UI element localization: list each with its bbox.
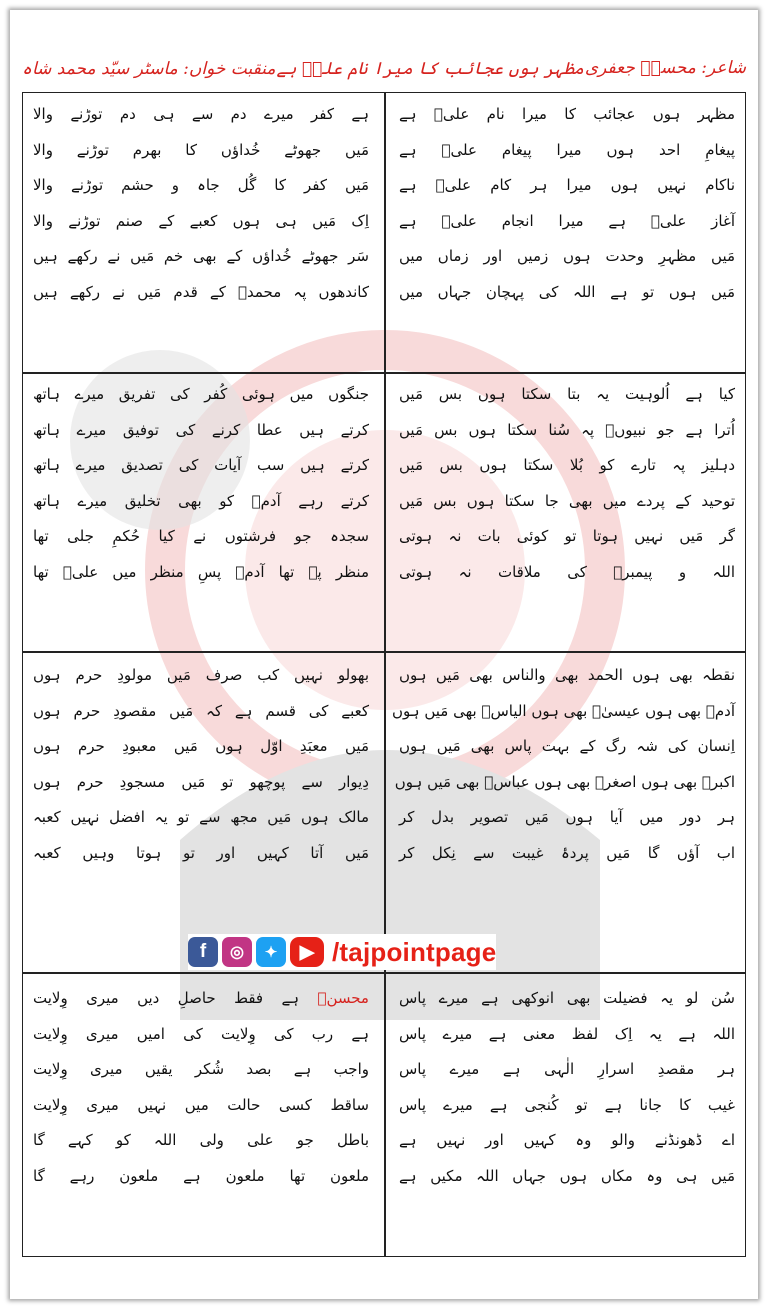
verse-line: کیا ہے اُلوہیت یہ بتا سکتا ہوں بس مَیں <box>399 385 735 403</box>
social-links <box>188 934 496 970</box>
youtube-icon[interactable]: ▶ <box>290 937 324 967</box>
verse-line: اِک مَیں ہی ہوں کعبے کے صنم توڑنے والا <box>33 211 369 230</box>
page-header <box>22 44 746 92</box>
verse-line: مَیں ہی وہ مکاں ہوں جہاں اللہ مکیں ہے <box>399 1166 735 1185</box>
verse-line: مَیں کفر کا گُل جاہ و حشم توڑنے والا <box>33 176 369 195</box>
column-divider <box>384 93 386 1256</box>
verse-line: کعبے کی قسم ہے کہ مَیں مقصودِ حرم ہوں <box>33 701 369 720</box>
verse-line: سجدہ جو فرشتوں نے کیا حُکمِ جلی تھا <box>33 527 369 546</box>
verse-line: کرتے رہے آدمؑ کو بھی تخلیق میرے ہاتھ <box>33 491 369 510</box>
verse-line: مالک ہوں مَیں مجھ سے تو یہ افضل نہیں کعبہ <box>33 808 369 827</box>
row-divider <box>23 651 745 653</box>
verse-line: مَیں معبَدِ اوّل ہوں مَیں معبودِ حرم ہوں <box>33 737 369 756</box>
facebook-icon[interactable]: f <box>188 937 218 967</box>
stanza-1-left <box>25 97 377 311</box>
verse-line: اکبرؑ بھی ہوں اصغرؑ بھی ہوں عباسؑ بھی مَیں ہوں <box>394 772 735 791</box>
verse-line: سُن لو یہ فضیلت بھی انوکھی ہے میرے پاس <box>399 989 735 1007</box>
instagram-icon[interactable]: ◎ <box>222 937 252 967</box>
verse-line: پیغامِ احد ہوں میرا پیغام علیؑ ہے <box>399 140 735 159</box>
verse-line: مَیں جھوٹے خُداؤں کا بھرم توڑنے والا <box>33 140 369 159</box>
verse-line: مَیں آتا کہیں اور تو ہوتا وہیں کعبہ <box>33 843 369 862</box>
verse-line: ناکام نہیں ہوں میرا ہر کام علیؑ ہے <box>399 176 735 195</box>
verse-line: آغاز علیؑ ہے میرا انجام علیؑ ہے <box>399 211 735 230</box>
verse-line: آدمؑ بھی ہوں عیسیٰؑ بھی ہوں الیاسؑ بھی مَیں ہوں <box>392 701 735 720</box>
verse-line: گر مَیں نہیں ہوتا تو کوئی بات نہ ہوتی <box>399 527 735 546</box>
verse-line: غیب کا جانا ہے تو کُنجی ہے میرے پاس <box>399 1095 735 1114</box>
twitter-icon[interactable]: ✦ <box>256 937 286 967</box>
verse-line: اے ڈھونڈنے والو وہ کہیں اور نہیں ہے <box>399 1131 735 1150</box>
verse-line: دہلیز پہ تارے کو بُلا سکتا ہوں بس مَیں <box>399 456 735 475</box>
verse-line: ہر مقصدِ اسرارِ الٰہی ہے میرے پاس <box>399 1060 735 1079</box>
verse-line: سَر جھوٹے خُداؤں کے بھی خم مَیں نے رکھے ہیں <box>33 247 369 266</box>
reciter-name: منقبت خواں: ماسٹر سیّد محمد شاہ <box>22 58 276 79</box>
verse-line: دِیوار سے پوچھو تو مَیں مسجودِ حرم ہوں <box>33 772 369 791</box>
row-divider <box>23 372 745 374</box>
poet-name: شاعر: محسنؔ جعفری <box>584 58 746 78</box>
stanza-4-right <box>391 981 743 1195</box>
verse-line: مَیں ہوں تو ہے اللہ کی پہچان جہاں میں <box>399 282 735 301</box>
verse-line: اب آؤں گا مَیں پردۂ غیبت سے نِکل کر <box>399 843 735 862</box>
verse-line: اللہ و پیمبرؐ کی ملاقات نہ ہوتی <box>399 562 735 581</box>
takhallus-mohsin: محسنؔ <box>317 989 369 1007</box>
verse-line: باطل جو علی ولی اللہ کو کہے گا <box>33 1131 369 1150</box>
poem-title: مظہر ہوں عجائب کا میرا نام علیؑ ہے <box>276 58 584 79</box>
social-handle[interactable]: /tajpointpage <box>332 936 497 967</box>
stanza-2-left <box>25 377 377 591</box>
verse-line: اِنسان کی شہ رگ کے بہت پاس بھی مَیں ہوں <box>399 737 735 756</box>
verse-line: نقطہ بھی ہوں الحمد بھی والناس بھی مَیں ہوں <box>399 666 735 684</box>
verse-line: ہے رب کی وِلایت کی امیں میری وِلایت <box>33 1024 369 1043</box>
row-divider <box>23 972 745 974</box>
verse-line: توحید کے پردے میں بھی جا سکتا ہوں بس مَیں <box>399 491 735 510</box>
verse-line: اللہ ہے یہ اِک لفظ معنی ہے میرے پاس <box>399 1024 735 1043</box>
verse-line: مظہر ہوں عجائب کا میرا نام علیؑ ہے <box>399 105 735 123</box>
stanza-3-left <box>25 658 377 872</box>
verse-line: ہر دور میں آیا ہوں مَیں تصویر بدل کر <box>399 808 735 827</box>
poem-grid <box>22 92 746 1257</box>
verse-line <box>25 981 377 1017</box>
verse-line: مَیں مظہرِ وحدت ہوں زمیں اور زماں میں <box>399 247 735 266</box>
stanza-1-right <box>391 97 743 311</box>
verse-line: ساقط کسی حالت میں نہیں میری وِلایت <box>33 1095 369 1114</box>
verse-line: کرتے ہیں سب آیات کی تصدیق میرے ہاتھ <box>33 456 369 475</box>
verse-line: اُترا ہے جو نبیوںؑ پہ سُنا سکتا ہوں بس مَیں <box>399 420 735 439</box>
verse-line: منظر پہ تھا آدمؑ پسِ منظر میں علیؑ تھا <box>33 562 369 581</box>
stanza-4-left <box>25 981 377 1195</box>
verse-line: واجب ہے بصد شُکر یقیں میری وِلایت <box>33 1060 369 1079</box>
verse-text: ہے فقط حاصلِ دیں میری وِلایت <box>33 989 300 1007</box>
stanza-2-right <box>391 377 743 591</box>
verse-line: کرتے ہیں عطا کرنے کی توفیق میرے ہاتھ <box>33 420 369 439</box>
verse-line: ہے کفر میرے دم سے ہی دم توڑنے والا <box>33 105 369 123</box>
verse-line: کاندھوں پہ محمدؐ کے قدم مَیں نے رکھے ہیں <box>33 282 369 301</box>
verse-line: جنگوں میں ہوئی کُفر کی تفریق میرے ہاتھ <box>33 385 369 403</box>
verse-line: بھولو نہیں کب صرف مَیں مولودِ حرم ہوں <box>33 666 369 684</box>
stanza-3-right <box>391 658 743 872</box>
verse-line: ملعون تھا ملعون ہے ملعون رہے گا <box>33 1166 369 1185</box>
